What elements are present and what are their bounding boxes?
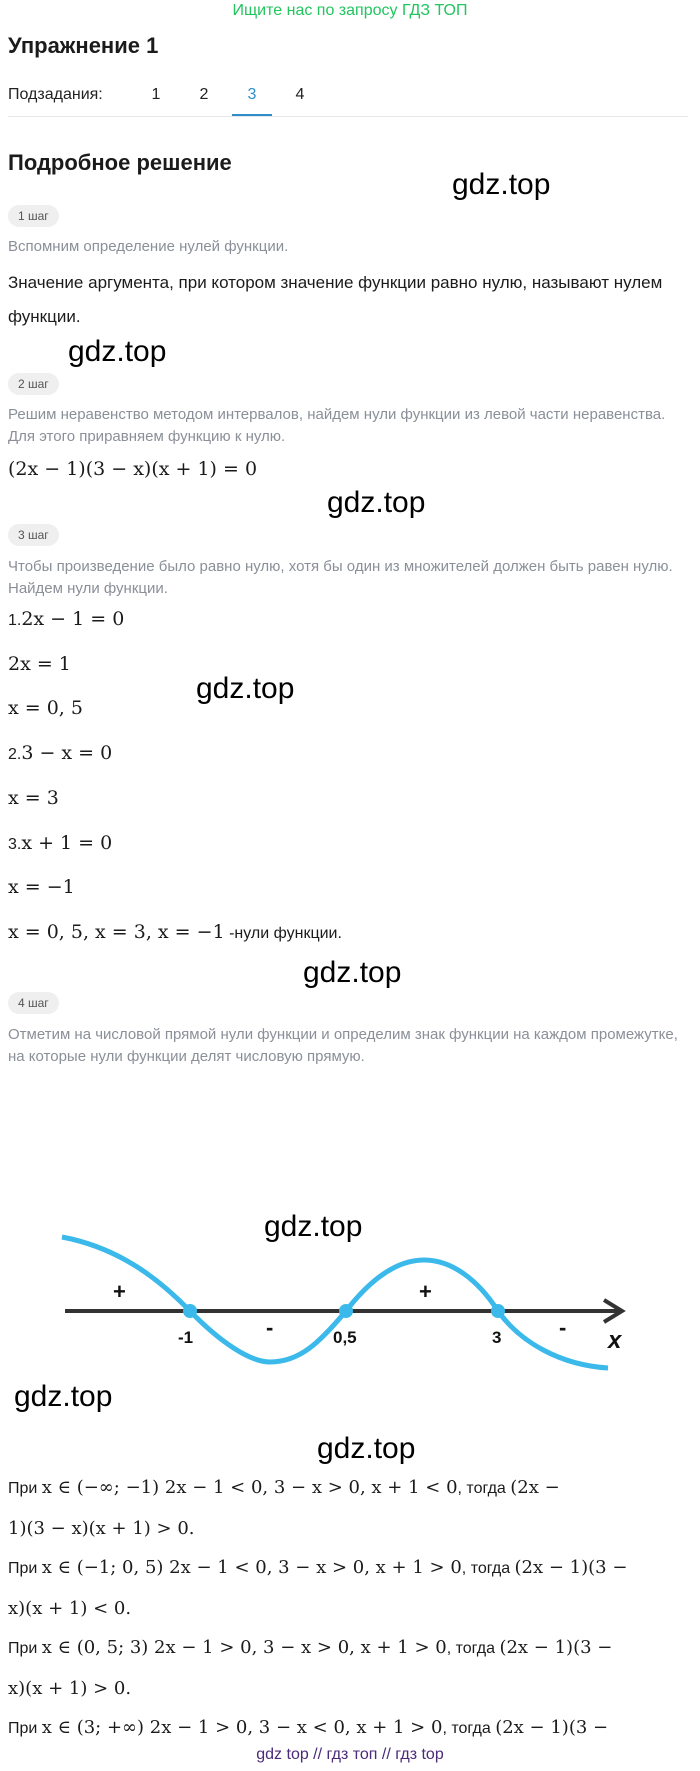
footer-links: gdz top // гдз топ // гдз top bbox=[256, 1746, 444, 1763]
equation-line: x = −1 bbox=[8, 876, 75, 898]
equation-line: 2.3 − x = 0 bbox=[8, 742, 113, 764]
sign-label: + bbox=[113, 1279, 126, 1304]
equation-line: x = 3 bbox=[8, 787, 59, 809]
zero-label: 0,5 bbox=[333, 1328, 357, 1347]
step-4-hint: Отметим на числовой прямой нули функции и определим знак функции на каждом промежутке, на которые нули функции делят числовую прямую. bbox=[8, 1026, 678, 1065]
step-2-badge: 2 шаг bbox=[8, 373, 59, 395]
zero-label: 3 bbox=[492, 1328, 502, 1347]
interval-paragraph: При x ∈ (3; +∞) 2x − 1 > 0, 3 − x < 0, x + 1 > 0, тогда (2x − 1)(3 − bbox=[8, 1717, 609, 1738]
zeros-summary: x = 0, 5, x = 3, x = −1 -нули функции. bbox=[8, 921, 342, 943]
step-2-hint: Решим неравенство методом интервалов, найдем нули функции из левой части неравенства. Для этого приравняем функцию к нулю. bbox=[8, 406, 666, 445]
sign-chart bbox=[0, 1220, 700, 1390]
step-2-equation: (2x − 1)(3 − x)(x + 1) = 0 bbox=[8, 458, 258, 480]
equation-line: 3.x + 1 = 0 bbox=[8, 832, 113, 854]
sign-label: - bbox=[266, 1315, 274, 1340]
footer-link[interactable]: гдз top bbox=[395, 1746, 444, 1763]
subtask-tab-2[interactable]: 2 bbox=[199, 86, 209, 103]
watermark: gdz.top bbox=[452, 168, 551, 201]
sign-curve bbox=[62, 1237, 608, 1368]
subtasks-nav bbox=[8, 80, 688, 117]
footer-link[interactable]: gdz top bbox=[256, 1746, 309, 1763]
equation-line: x = 0, 5 bbox=[8, 697, 83, 719]
interval-paragraph: При x ∈ (0, 5; 3) 2x − 1 > 0, 3 − x > 0, x + 1 > 0, тогда (2x − 1)(3 − x)(x + 1) > 0. bbox=[8, 1637, 613, 1699]
solution-heading: Подробное решение bbox=[8, 150, 232, 175]
sign-label: - bbox=[559, 1315, 567, 1340]
watermark: gdz.top bbox=[14, 1380, 113, 1413]
subtask-tab-3[interactable]: 3 bbox=[247, 86, 257, 103]
interval-paragraph: При x ∈ (−1; 0, 5) 2x − 1 < 0, 3 − x > 0, x + 1 > 0, тогда (2x − 1)(3 − x)(x + 1) < 0. bbox=[8, 1557, 628, 1619]
subtask-tab-1[interactable]: 1 bbox=[151, 86, 161, 103]
subtask-tab-4[interactable]: 4 bbox=[295, 86, 305, 103]
watermark: gdz.top bbox=[196, 672, 295, 705]
equation-line: 1.2x − 1 = 0 bbox=[8, 608, 125, 630]
sign-label: + bbox=[419, 1279, 432, 1304]
zero-point bbox=[339, 1304, 353, 1318]
top-banner: Ищите нас по запросу ГДЗ ТОП bbox=[232, 2, 468, 19]
watermark: gdz.top bbox=[264, 1210, 363, 1243]
step-4-badge: 4 шаг bbox=[8, 992, 59, 1014]
axis-label: x bbox=[608, 1327, 622, 1354]
zero-point bbox=[183, 1304, 197, 1318]
equation-line: 2x = 1 bbox=[8, 653, 71, 675]
step-1-text: Значение аргумента, при котором значение функции равно нулю, называют нулем функции. bbox=[8, 273, 663, 326]
watermark: gdz.top bbox=[317, 1432, 416, 1465]
active-tab-indicator bbox=[232, 114, 272, 116]
zero-point bbox=[491, 1304, 505, 1318]
step-1-hint: Вспомним определение нулей функции. bbox=[8, 238, 289, 255]
zero-label: -1 bbox=[178, 1328, 194, 1347]
footer-link[interactable]: гдз топ bbox=[326, 1746, 378, 1763]
step-1-badge: 1 шаг bbox=[8, 205, 59, 227]
step-3-hint: Чтобы произведение было равно нулю, хотя бы один из множителей должен быть равен нулю. Найдем нули функции. bbox=[8, 558, 673, 597]
subtasks-label: Подзадания: bbox=[8, 86, 103, 103]
watermark: gdz.top bbox=[68, 335, 167, 368]
step-3-badge: 3 шаг bbox=[8, 524, 59, 546]
watermark: gdz.top bbox=[303, 956, 402, 989]
page-title: Упражнение 1 bbox=[8, 33, 159, 58]
watermark: gdz.top bbox=[327, 486, 426, 519]
interval-paragraph: При x ∈ (−∞; −1) 2x − 1 < 0, 3 − x > 0, x + 1 < 0, тогда (2x − 1)(3 − x)(x + 1) > 0. bbox=[8, 1477, 560, 1539]
